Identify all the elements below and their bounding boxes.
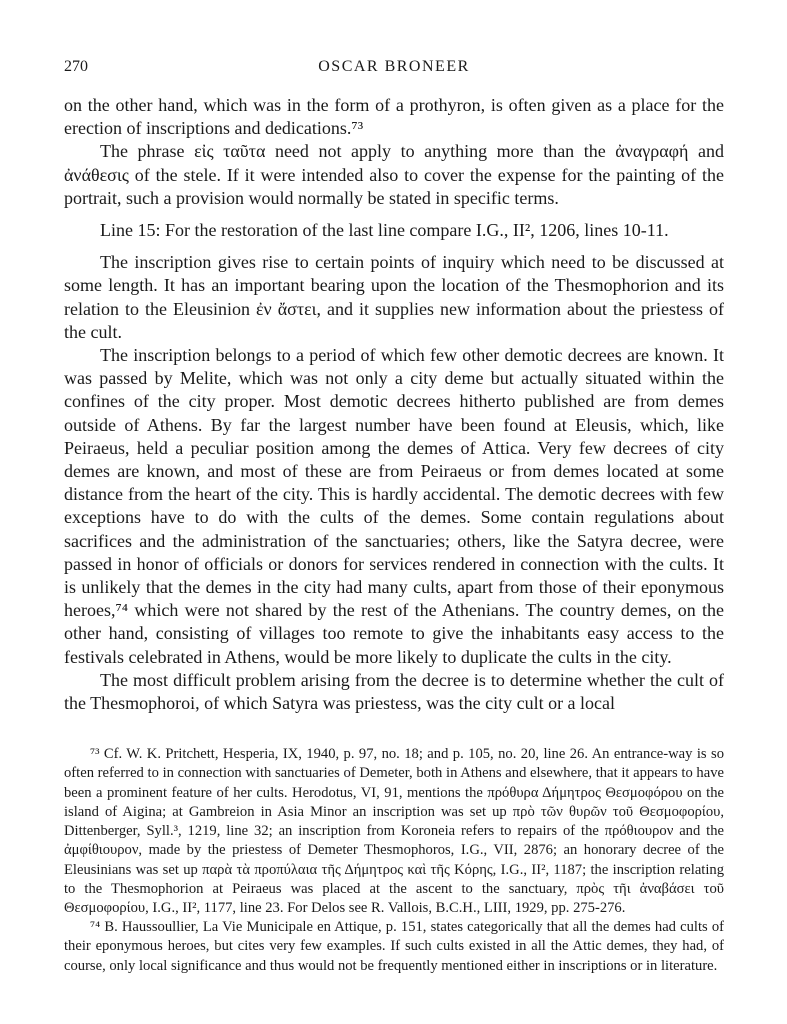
- footnotes: [64, 745, 724, 975]
- page: [64, 58, 724, 976]
- page-header: [64, 58, 724, 84]
- paragraph-line-15: Line 15: For the restoration of the last line compare I.G., II², 1206, lines 10-11.: [100, 220, 669, 241]
- paragraph-inquiry: The inscription gives rise to certain points of inquiry which need to be discussed at some length. It has an important bearing upon the location of the Thesmophorion and its relation to the Eleusinion ἐν ἄστει, and it supplies new information about the priestess of the cult.: [64, 252, 724, 342]
- paragraph-problem: The most difficult problem arising from the decree is to determine whether the cult of the Thesmophoroi, of which Satyra was priestess, was the city cult or a local: [64, 669, 724, 714]
- paragraph-demotic-decrees: The inscription belongs to a period of which few other demotic decrees are known. It was passed by Melite, which was not only a city deme but actually situated within the confines of the city proper. Most demotic decrees hitherto published are from demes outside of Athens. By far the largest number have been found at Eleusis, which, like Peiraeus, held a peculiar position among the demes of Attica. Very few decrees of city demes are known, and most of these are from Peiraeus or from demes located at some distance from the heart of the city. This is hardly accidental. The demotic decrees with few exceptions have to do with the cults of the demes. Some contain regulations about sacrifices and the administration of the sanctuaries; others, like the Satyra decree, were passed in honor of officials or donors for services rendered in connection with the cults. It is unlikely that the demes in the city had many cults, apart from those of their eponymous heroes,⁷⁴ which were not shared by the rest of the Athenians. The country demes, on the other hand, consisting of villages too remote to give the inhabitants easy access to the festivals celebrated in Athens, would be more likely to duplicate the cults in the city.: [64, 345, 724, 667]
- paragraph-phrase: The phrase εἰς ταῦτα need not apply to anything more than the ἀναγραφή and ἀνάθεσις of the stele. If it were intended also to cover the expense for the painting of the portrait, such a provision would normally be stated in specific terms.: [64, 141, 724, 208]
- footnote-74: ⁷⁴ B. Haussoullier, La Vie Municipale en Attique, p. 151, states categorically that all the demes had cults of their eponymous heroes, but cites very few examples. If such cults existed in all the Attic demes, they had, of course, only local significance and thus would not be frequently mentioned either in inscriptions or in literature.: [64, 919, 724, 974]
- running-head: OSCAR BRONEER: [318, 58, 470, 75]
- footnote-73: ⁷³ Cf. W. K. Pritchett, Hesperia, IX, 1940, p. 97, no. 18; and p. 105, no. 20, line 26. An entrance-way is so often referred to in connection with sanctuaries of Demeter, both in Athens and elsewhere, that it appears to have been a prominent feature of her cults. Herodotus, VI, 91, mentions the πρόθυρα Δήμητρος Θεσμοφόρου on the island of Aigina; at Gambreion in Asia Minor an inscription was set up πρὸ τῶν θυρῶν τοῦ Θεσμοφορίου, Dittenberger, Syll.³, 1219, line 32; an inscription from Koroneia refers to repairs of the πρόθιουρον and the ἀμφίθιουρον, made by the priestess of Demeter Thesmophoros, I.G., VII, 2876; an honorary decree of the Eleusinians was set up παρὰ τὰ προπύλαια τῆς Δήμητρος καὶ τῆς Κόρης, I.G., II², 1187; the inscription relating to the Thesmophorion at Peiraeus was placed at the ascent to the sanctuary, πρὸς τῆι ἀναβάσει τοῦ Θεσμοφορίου, I.G., II², 1177, line 23. For Delos see R. Vallois, B.C.H., LIII, 1929, pp. 275-276.: [64, 746, 724, 916]
- page-number: 270: [64, 58, 88, 75]
- body-text: [64, 94, 724, 715]
- paragraph-continuation: on the other hand, which was in the form of a prothyron, is often given as a place for the erection of inscriptions and dedications.⁷³: [64, 95, 724, 139]
